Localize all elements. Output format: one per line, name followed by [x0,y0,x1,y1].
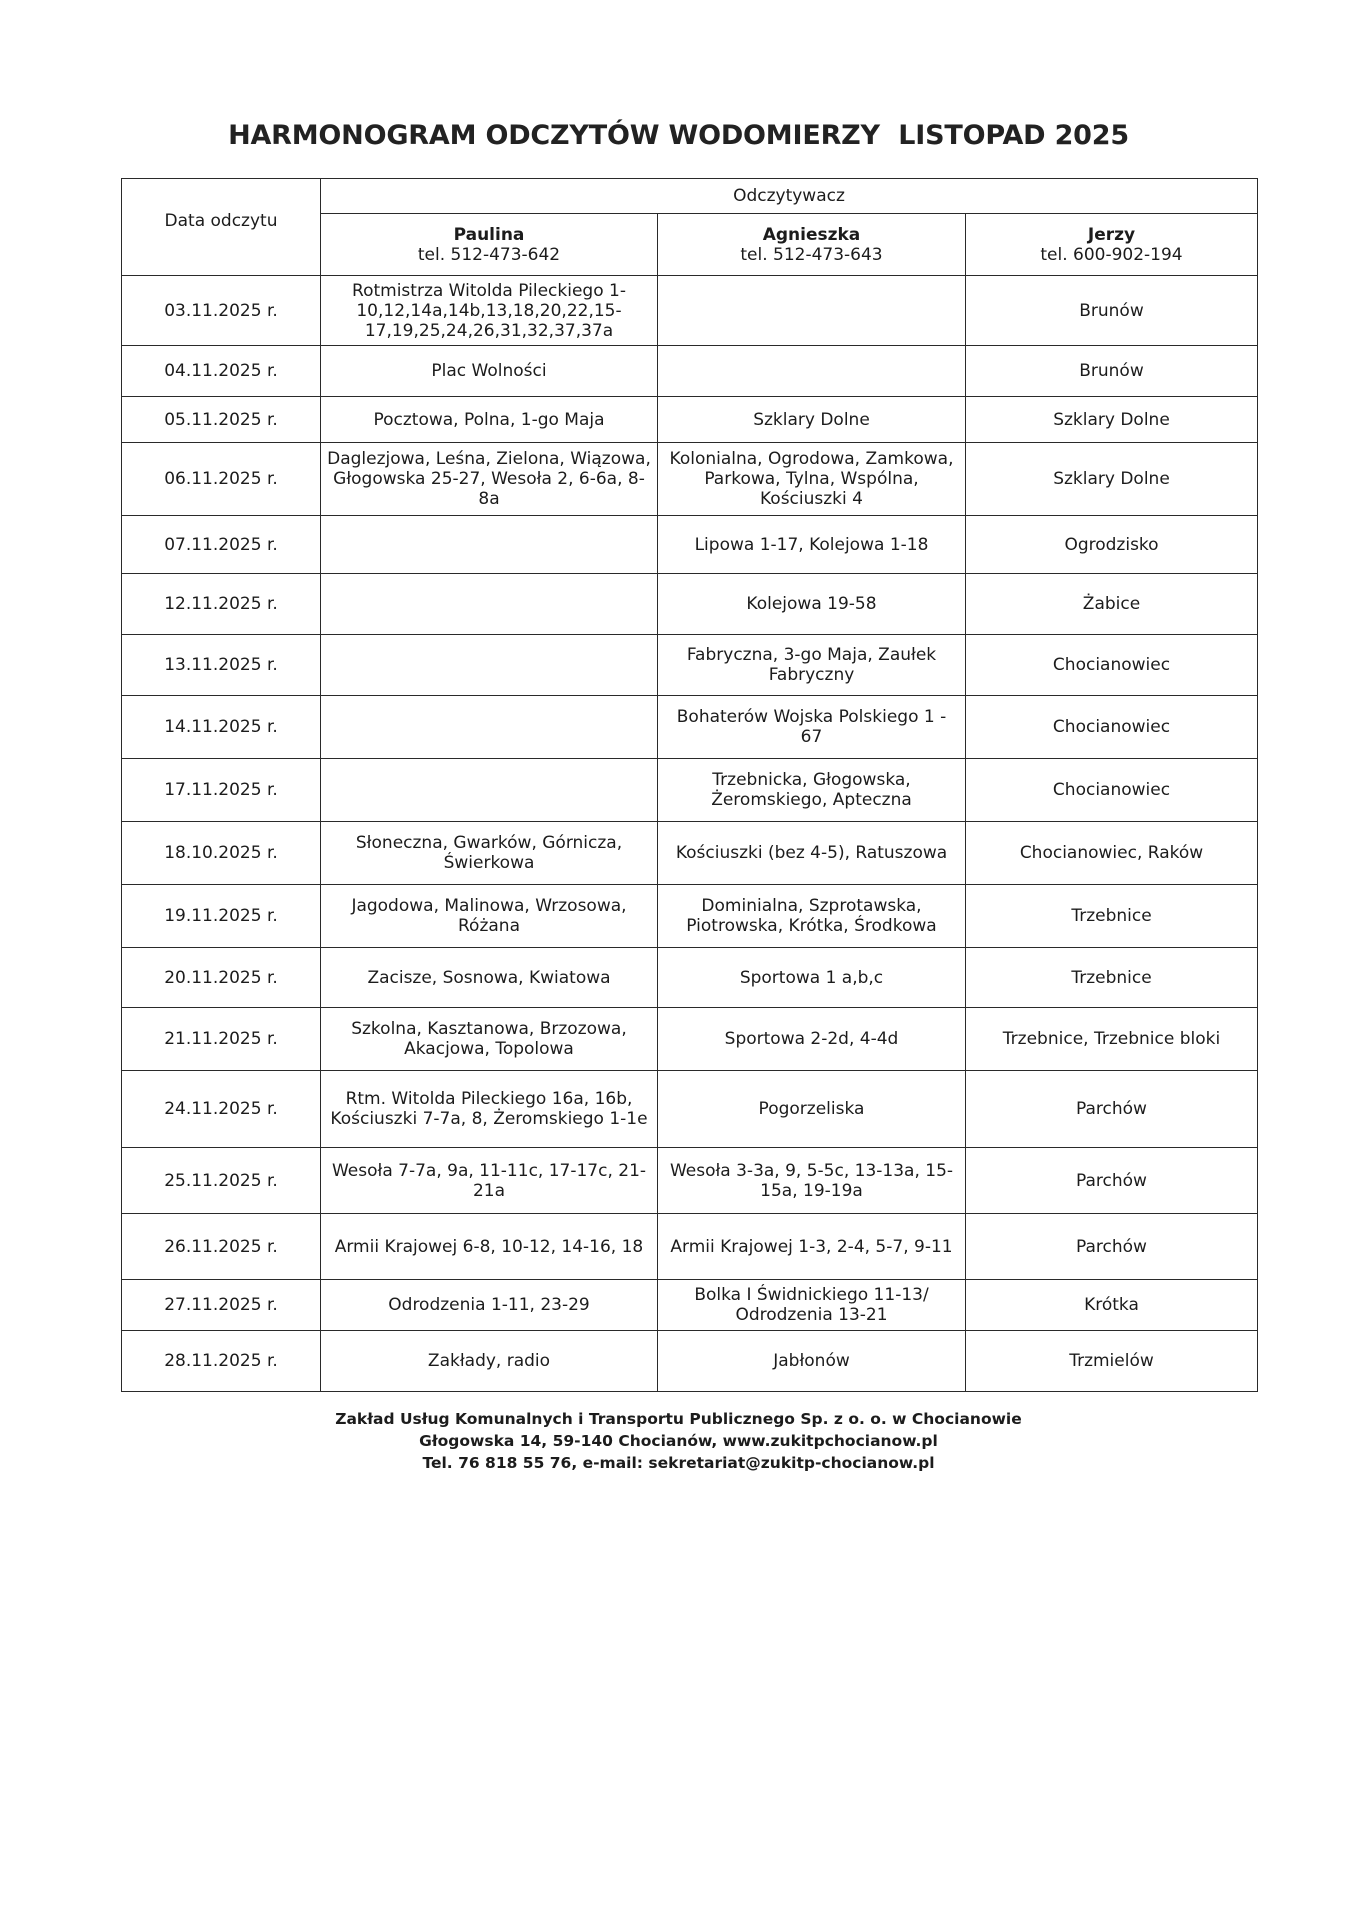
reader-name: Agnieszka [762,224,861,245]
footer-company-name: Zakład Usług Komunalnych i Transportu Publicznego Sp. z o. o. w Chocianowie [335,1410,1022,1428]
date-cell: 04.11.2025 r. [122,346,321,397]
date-cell: 03.11.2025 r. [122,276,321,346]
cell-jerzy: Szklary Dolne [966,397,1258,443]
cell-jerzy: Chocianowiec [966,635,1258,696]
table-row [122,635,1258,696]
schedule-table [121,178,1258,1392]
table-row [122,1280,1258,1331]
cell-agnieszka: Wesoła 3-3a, 9, 5-5c, 13-13a, 15-15a, 19-19a [658,1148,966,1214]
page-title: HARMONOGRAM ODCZYTÓW WODOMIERZY LISTOPAD 2025 [228,120,1129,151]
cell-jerzy: Trzebnice [966,885,1258,948]
cell-agnieszka: Dominialna, Szprotawska, Piotrowska, Krótka, Środkowa [658,885,966,948]
cell-paulina [321,759,658,822]
table-row [122,1331,1258,1392]
date-cell: 21.11.2025 r. [122,1008,321,1071]
table-row [122,696,1258,759]
cell-jerzy: Chocianowiec [966,696,1258,759]
cell-jerzy: Brunów [966,276,1258,346]
cell-agnieszka: Sportowa 1 a,b,c [658,948,966,1008]
cell-agnieszka: Lipowa 1-17, Kolejowa 1-18 [658,516,966,574]
cell-jerzy: Szklary Dolne [966,443,1258,516]
header-row-top [122,179,1258,214]
cell-paulina: Zakłady, radio [321,1331,658,1392]
reader-phone: tel. 512-473-642 [417,244,561,265]
reader-header-agnieszka [658,214,966,276]
cell-agnieszka: Bohaterów Wojska Polskiego 1 - 67 [658,696,966,759]
date-cell: 13.11.2025 r. [122,635,321,696]
cell-jerzy: Trzebnice [966,948,1258,1008]
table-row [122,1071,1258,1148]
cell-paulina: Odrodzenia 1-11, 23-29 [321,1280,658,1331]
date-cell: 25.11.2025 r. [122,1148,321,1214]
cell-jerzy: Żabice [966,574,1258,635]
cell-jerzy: Ogrodzisko [966,516,1258,574]
cell-paulina: Wesoła 7-7a, 9a, 11-11c, 17-17c, 21-21a [321,1148,658,1214]
cell-agnieszka: Szklary Dolne [658,397,966,443]
reader-name: Paulina [453,224,525,245]
table-row [122,574,1258,635]
cell-agnieszka: Trzebnicka, Głogowska, Żeromskiego, Apteczna [658,759,966,822]
cell-jerzy: Trzmielów [966,1331,1258,1392]
reader-name: Jerzy [1087,224,1136,245]
cell-jerzy: Chocianowiec, Raków [966,822,1258,885]
cell-paulina: Słoneczna, Gwarków, Górnicza, Świerkowa [321,822,658,885]
readers-group-header: Odczytywacz [321,179,1258,214]
cell-jerzy: Parchów [966,1214,1258,1280]
cell-agnieszka [658,276,966,346]
date-cell: 07.11.2025 r. [122,516,321,574]
company-footer [0,1408,1357,1474]
date-cell: 26.11.2025 r. [122,1214,321,1280]
cell-agnieszka: Sportowa 2-2d, 4-4d [658,1008,966,1071]
footer-address: Głogowska 14, 59-140 Chocianów, www.zukitpchocianow.pl [419,1432,938,1450]
date-cell: 06.11.2025 r. [122,443,321,516]
table-row [122,885,1258,948]
table-row [122,443,1258,516]
cell-paulina: Rotmistrza Witolda Pileckiego 1-10,12,14a,14b,13,18,20,22,15-17,19,25,24,26,31,32,37,37a [321,276,658,346]
cell-jerzy: Krótka [966,1280,1258,1331]
cell-agnieszka: Bolka I Świdnickiego 11-13/ Odrodzenia 13-21 [658,1280,966,1331]
cell-paulina: Plac Wolności [321,346,658,397]
date-cell: 27.11.2025 r. [122,1280,321,1331]
table-row [122,346,1258,397]
date-cell: 18.10.2025 r. [122,822,321,885]
date-cell: 24.11.2025 r. [122,1071,321,1148]
table-row [122,1214,1258,1280]
cell-agnieszka: Jabłonów [658,1331,966,1392]
cell-paulina: Pocztowa, Polna, 1-go Maja [321,397,658,443]
schedule-body [122,276,1258,1392]
cell-paulina: Zacisze, Sosnowa, Kwiatowa [321,948,658,1008]
date-cell: 17.11.2025 r. [122,759,321,822]
date-cell: 12.11.2025 r. [122,574,321,635]
cell-jerzy: Parchów [966,1071,1258,1148]
reader-phone: tel. 600-902-194 [1040,244,1183,265]
cell-agnieszka: Kolonialna, Ogrodowa, Zamkowa, Parkowa, Tylna, Wspólna, Kościuszki 4 [658,443,966,516]
cell-agnieszka: Fabryczna, 3-go Maja, Zaułek Fabryczny [658,635,966,696]
date-cell: 28.11.2025 r. [122,1331,321,1392]
cell-paulina: Rtm. Witolda Pileckiego 16a, 16b, Kościuszki 7-7a, 8, Żeromskiego 1-1e [321,1071,658,1148]
date-cell: 19.11.2025 r. [122,885,321,948]
table-row [122,822,1258,885]
cell-paulina [321,696,658,759]
cell-paulina [321,635,658,696]
reader-header-paulina [321,214,658,276]
cell-agnieszka: Pogorzeliska [658,1071,966,1148]
cell-paulina: Armii Krajowej 6-8, 10-12, 14-16, 18 [321,1214,658,1280]
table-row [122,948,1258,1008]
table-row [122,516,1258,574]
cell-agnieszka: Armii Krajowej 1-3, 2-4, 5-7, 9-11 [658,1214,966,1280]
cell-jerzy: Chocianowiec [966,759,1258,822]
table-row [122,276,1258,346]
table-row [122,1008,1258,1071]
date-cell: 14.11.2025 r. [122,696,321,759]
date-column-header: Data odczytu [122,179,321,276]
table-row [122,1148,1258,1214]
cell-paulina: Jagodowa, Malinowa, Wrzosowa, Różana [321,885,658,948]
footer-contact: Tel. 76 818 55 76, e-mail: sekretariat@zukitp-chocianow.pl [422,1454,935,1472]
cell-jerzy: Parchów [966,1148,1258,1214]
date-cell: 20.11.2025 r. [122,948,321,1008]
cell-paulina: Szkolna, Kasztanowa, Brzozowa, Akacjowa, Topolowa [321,1008,658,1071]
cell-paulina [321,516,658,574]
cell-agnieszka: Kolejowa 19-58 [658,574,966,635]
table-row [122,397,1258,443]
cell-paulina [321,574,658,635]
cell-agnieszka [658,346,966,397]
table-row [122,759,1258,822]
cell-paulina: Daglezjowa, Leśna, Zielona, Wiązowa, Głogowska 25-27, Wesoła 2, 6-6a, 8-8a [321,443,658,516]
cell-jerzy: Brunów [966,346,1258,397]
reader-header-jerzy [966,214,1258,276]
reader-phone: tel. 512-473-643 [740,244,883,265]
date-cell: 05.11.2025 r. [122,397,321,443]
cell-agnieszka: Kościuszki (bez 4-5), Ratuszowa [658,822,966,885]
cell-jerzy: Trzebnice, Trzebnice bloki [966,1008,1258,1071]
